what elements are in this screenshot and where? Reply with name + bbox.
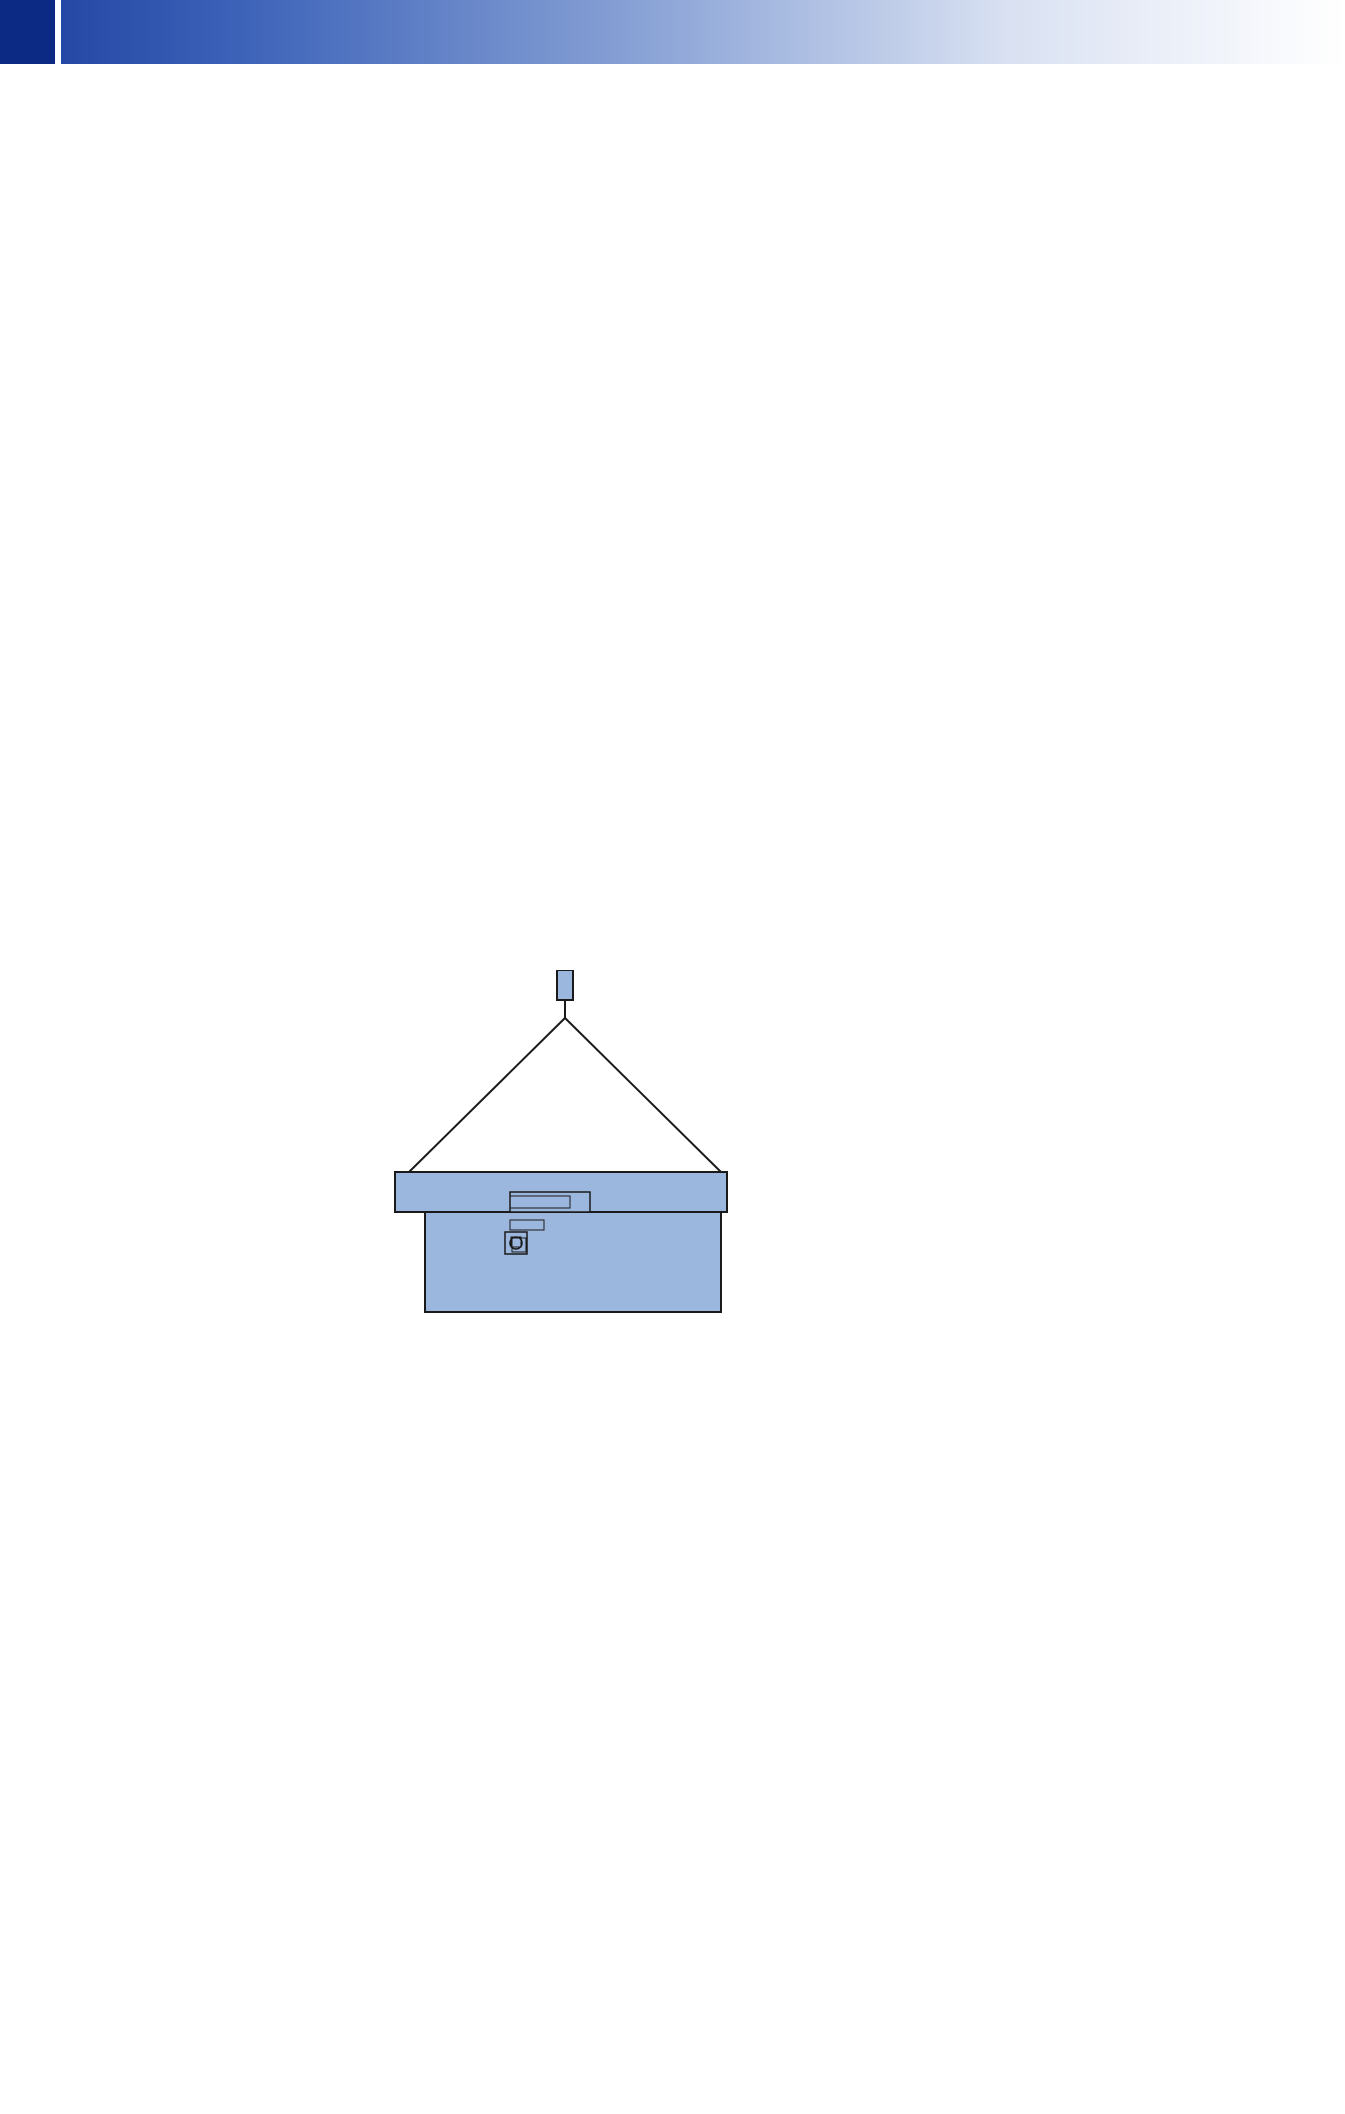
header-divider: [55, 0, 61, 64]
paragraph-lifting-1: [77, 626, 1345, 670]
paragraph-delivery-2: [77, 370, 1345, 414]
header-accent: [0, 0, 55, 64]
header-banner: [0, 0, 1345, 64]
paragraph-delivery-1: [77, 196, 1345, 240]
lifting-diagram-side-view: [385, 970, 745, 1360]
